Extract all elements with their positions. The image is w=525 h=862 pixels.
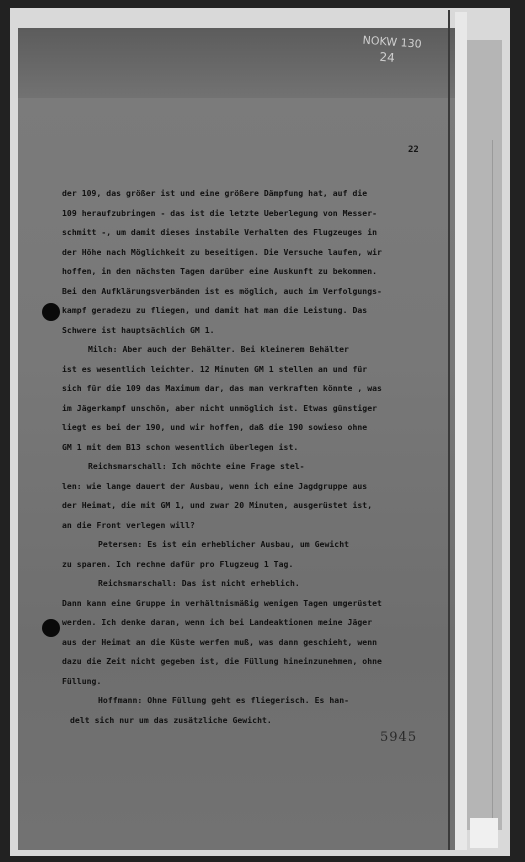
- text-line: der Höhe nach Möglichkeit zu beseitigen. Die Versuche laufen, wir: [62, 246, 382, 257]
- document-number: 5945: [380, 730, 418, 745]
- text-line: GM 1 mit dem B13 schon wesentlich überlegen ist.: [62, 441, 299, 452]
- text-line: dazu die Zeit nicht gegeben ist, die Füllung hineinzunehmen, ohne: [62, 656, 382, 666]
- margin-line-faint: [492, 140, 493, 820]
- text-line: aus der Heimat an die Küste werfen muß, was dann geschieht, wenn: [62, 636, 378, 647]
- speaker-line: Reichsmarschall: Das ist nicht erheblich.: [98, 578, 300, 588]
- corner-patch: [470, 818, 498, 848]
- text-line: Dann kann eine Gruppe in verhältnismäßig wenigen Tagen umgerüstet: [62, 597, 382, 608]
- text-line: 109 heraufzubringen - das ist die letzte Ueberlegung von Messer-: [62, 207, 378, 218]
- text-line: Bei den Aufklärungsverbänden ist es möglich, auch im Verfolgungs-: [62, 285, 382, 296]
- text-line: im Jägerkampf unschön, aber nicht unmöglich ist. Etwas günstiger: [62, 402, 378, 413]
- archive-code: NOKW 130: [362, 33, 423, 51]
- speaker-line: Petersen: Es ist ein erheblicher Ausbau, um Gewicht: [98, 539, 350, 549]
- archive-sub-number: 24: [379, 49, 396, 65]
- text-line: sich für die 109 das Maximum dar, das man verkraften könnte , was: [62, 383, 382, 393]
- text-line: hoffen, in den nächsten Tagen darüber eine Auskunft zu bekommen.: [62, 266, 378, 276]
- text-line: Füllung.: [62, 675, 102, 686]
- speaker-line: Reichsmarschall: Ich möchte eine Frage stel-: [88, 461, 305, 471]
- speaker-line: Hoffmann: Ohne Füllung geht es fliegerisch. Es han-: [98, 695, 350, 705]
- punch-hole-bottom: [42, 619, 60, 637]
- page-number: 22: [408, 145, 419, 155]
- transcript-body: [62, 184, 462, 730]
- text-line: Schwere ist hauptsächlich GM 1.: [62, 324, 215, 335]
- text-line: ist es wesentlich leichter. 12 Minuten GM 1 stellen an und für: [62, 363, 368, 374]
- speaker-line: Milch: Aber auch der Behälter. Bei kleinerem Behälter: [88, 344, 349, 354]
- text-line: zu sparen. Ich rechne dafür pro Flugzeug 1 Tag.: [62, 558, 294, 569]
- text-line: kampf geradezu zu fliegen, und damit hat man die Leistung. Das: [62, 305, 368, 315]
- text-line: der Heimat, die mit GM 1, und zwar 20 Minuten, ausgerüstet ist,: [62, 500, 373, 510]
- punch-hole-top: [42, 303, 60, 321]
- text-line: liegt es bei der 190, und wir hoffen, daß die 190 sowieso ohne: [62, 422, 368, 432]
- text-line: len: wie lange dauert der Ausbau, wenn ich eine Jagdgruppe aus: [62, 480, 368, 491]
- right-margin-shadow: [467, 40, 502, 830]
- archive-handwritten-note: [361, 34, 433, 68]
- text-line: der 109, das größer ist und eine größere Dämpfung hat, auf die: [62, 188, 368, 198]
- text-line: werden. Ich denke daran, wenn ich bei Landeaktionen meine Jäger: [62, 617, 373, 627]
- text-line: an die Front verlegen will?: [62, 519, 195, 530]
- text-line: delt sich nur um das zusätzliche Gewicht.: [70, 714, 272, 725]
- text-line: schmitt -, um damit dieses instabile Verhalten des Flugzeuges in: [62, 227, 378, 237]
